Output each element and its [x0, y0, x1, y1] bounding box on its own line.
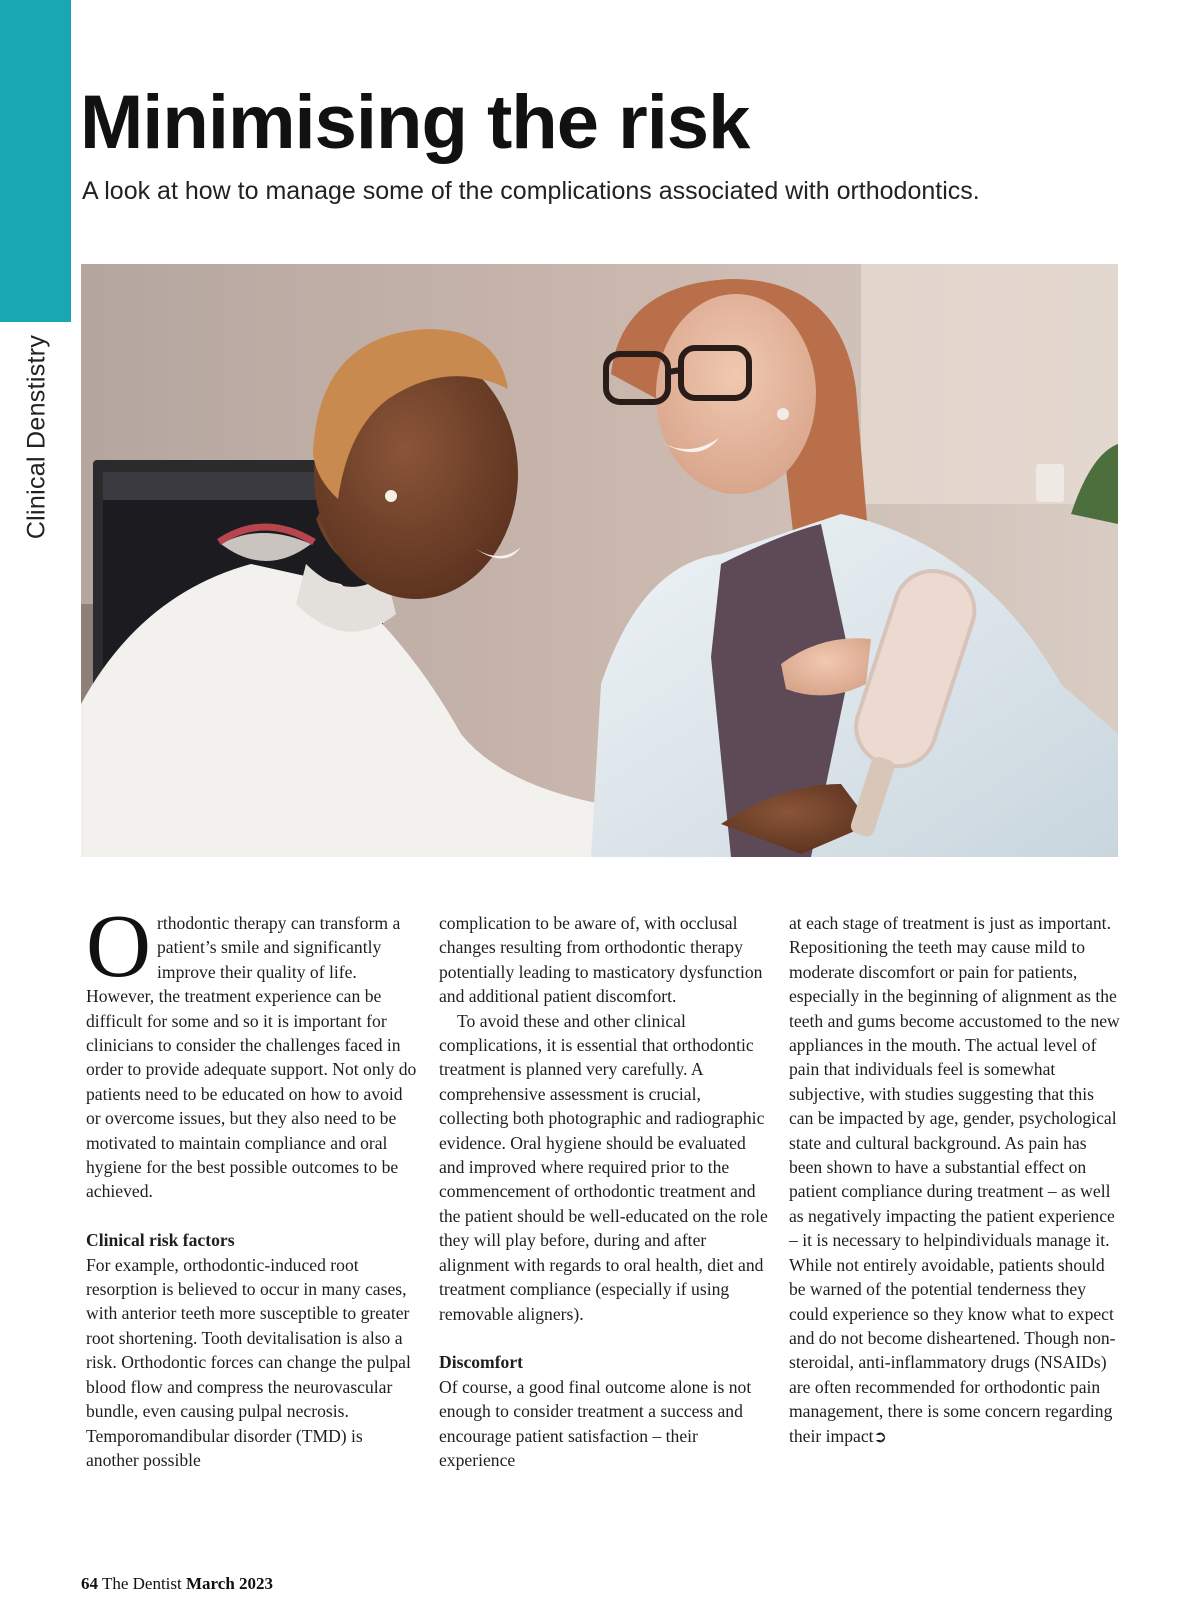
heading-discomfort: Discomfort — [439, 1352, 524, 1373]
article-title: Minimising the risk — [80, 80, 750, 165]
intro-paragraph — [86, 897, 418, 1204]
article-subtitle: A look at how to manage some of the complications associated with orthodontics. — [82, 177, 980, 205]
publication-name: The Dentist — [101, 1574, 182, 1593]
dentist-earring — [777, 408, 789, 420]
text-column-1 — [86, 897, 418, 1472]
intro-text: rthodontic therapy can transform a patient’s smile and significantly improve their quality of life. However, the treatment experience can be difficult for some and so it is important for clinicians to consider the challenges faced in order to provide adequate support. Not only do patients need to be educated on how to avoid or overcome issues, but they also need to be motivated to maintain compliance and oral hygiene for the best possible outcomes to be achieved. — [86, 913, 417, 1202]
dentist-face — [656, 294, 816, 494]
heading-clinical-risk-factors: Clinical risk factors — [86, 1230, 235, 1251]
paragraph — [789, 911, 1121, 1449]
issue-date: March 2023 — [186, 1574, 274, 1593]
drop-cap: O — [86, 897, 151, 996]
section-accent-bar — [0, 0, 71, 322]
article-photo — [81, 264, 1118, 857]
window-panel — [861, 264, 1118, 504]
page-number: 64 — [81, 1574, 98, 1593]
paragraph-text: at each stage of treatment is just as important. Repositioning the teeth may cause mild to moderate discomfort or pain for patients, especially in the beginning of alignment as the teeth and gums become accustomed to the new appliances in the mouth. The actual level of pain that individuals feel is somewhat subjective, with studies suggesting that this can be impacted by age, gender, psychological state and cultural background. As pain has been shown to have a substantial effect on patient compliance during treatment – as well as negatively impacting the patient experience – it is necessary to helpindividuals manage it. While not entirely avoidable, patients should be warned of the potential tenderness they could experience so they know what to expect and do not become disheartened. Though non-steroidal, anti-inflammatory drugs (NSAIDs) are often recommended for orthodontic pain management, there is some concern regarding their impact — [789, 913, 1120, 1446]
wall-outlet — [1036, 464, 1064, 502]
paragraph: For example, orthodontic-induced root resorption is believed to occur in many cases, with anterior teeth more susceptible to greater root shortening. Tooth devitalisation is also a risk. Orthodontic forces can change the pulpal blood flow and compress the neurovascular bundle, even causing pulpal necrosis. Temporomandibular disorder (TMD) is another possible — [86, 1254, 411, 1470]
paragraph: Of course, a good final outcome alone is not enough to consider treatment a success and encourage patient satisfaction – their experience — [439, 1376, 752, 1470]
text-column-3 — [789, 911, 1121, 1449]
section-label: Clinical Denstistry — [22, 334, 51, 540]
text-column-2 — [439, 911, 771, 1472]
page-footer — [81, 1574, 273, 1594]
paragraph: To avoid these and other clinical complications, it is essential that orthodontic treatment is planned very carefully. A comprehensive assessment is crucial, collecting both photographic and radiographic evidence. Oral hygiene should be evaluated and improved where required prior to the commencement of orthodontic treatment and the patient should be well-educated on the role they will play before, during and after alignment with regards to oral health, diet and treatment compliance (especially if using removable aligners). — [439, 1010, 768, 1324]
patient-earring — [385, 490, 397, 502]
paragraph: complication to be aware of, with occlusal changes resulting from orthodontic therapy potentially leading to masticatory dysfunction and additional patient discomfort. — [439, 913, 763, 1007]
continue-arrow-icon: ➲ — [873, 1426, 887, 1446]
